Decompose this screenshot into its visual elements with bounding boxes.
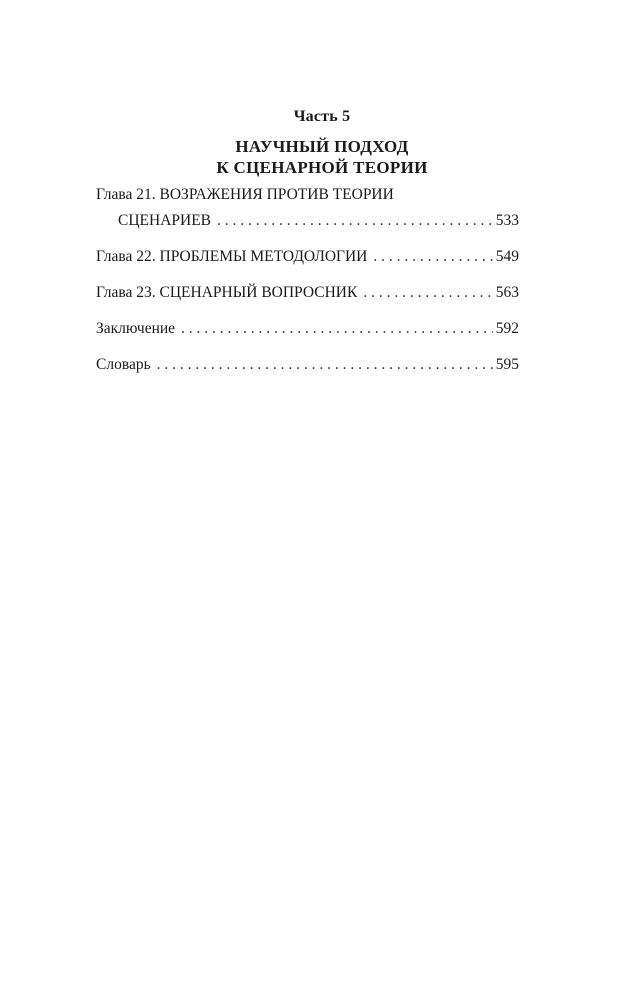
toc-dot-leader (363, 284, 492, 302)
toc-entry-label: Глава 22. ПРОБЛЕМЫ МЕТОДОЛОГИИ (96, 248, 368, 265)
toc-entry-chapter-22[interactable] (96, 248, 519, 272)
toc-dot-leader (157, 356, 493, 374)
toc-entry-glossary[interactable] (96, 356, 519, 380)
toc-page-number: 549 (495, 248, 519, 265)
toc-gap (96, 308, 519, 320)
toc-entry-label: Глава 23. СЦЕНАРНЫЙ ВОПРОСНИК (96, 284, 358, 301)
toc-entry-conclusion[interactable] (96, 320, 519, 344)
part-label: Часть 5 (293, 108, 351, 125)
toc-gap (96, 236, 519, 248)
toc-entry-chapter-21[interactable] (96, 212, 519, 236)
toc-gap (96, 344, 519, 356)
toc-entry-label-continued: СЦЕНАРИЕВ (118, 212, 212, 229)
toc-entry-chapter-21-title (96, 186, 519, 212)
toc-entry-label: Заключение (96, 320, 176, 337)
part-title (0, 136, 644, 178)
toc-entry-label: Глава 21. ВОЗРАЖЕНИЯ ПРОТИВ ТЕОРИИ (96, 186, 394, 203)
toc-dot-leader (181, 320, 493, 338)
toc-page-number: 563 (495, 284, 519, 301)
toc-dot-leader (373, 248, 492, 266)
toc-entry-label: Словарь (96, 356, 151, 373)
part-title-line-2: К СЦЕНАРНОЙ ТЕОРИИ (216, 158, 428, 177)
toc-page-number: 595 (495, 356, 519, 373)
toc-page-number: 533 (495, 212, 519, 229)
toc-page-number: 592 (495, 320, 519, 337)
part-title-line-1: НАУЧНЫЙ ПОДХОД (235, 137, 409, 156)
table-of-contents (96, 186, 519, 380)
toc-dot-leader (217, 212, 493, 230)
toc-entry-chapter-23[interactable] (96, 284, 519, 308)
toc-gap (96, 272, 519, 284)
